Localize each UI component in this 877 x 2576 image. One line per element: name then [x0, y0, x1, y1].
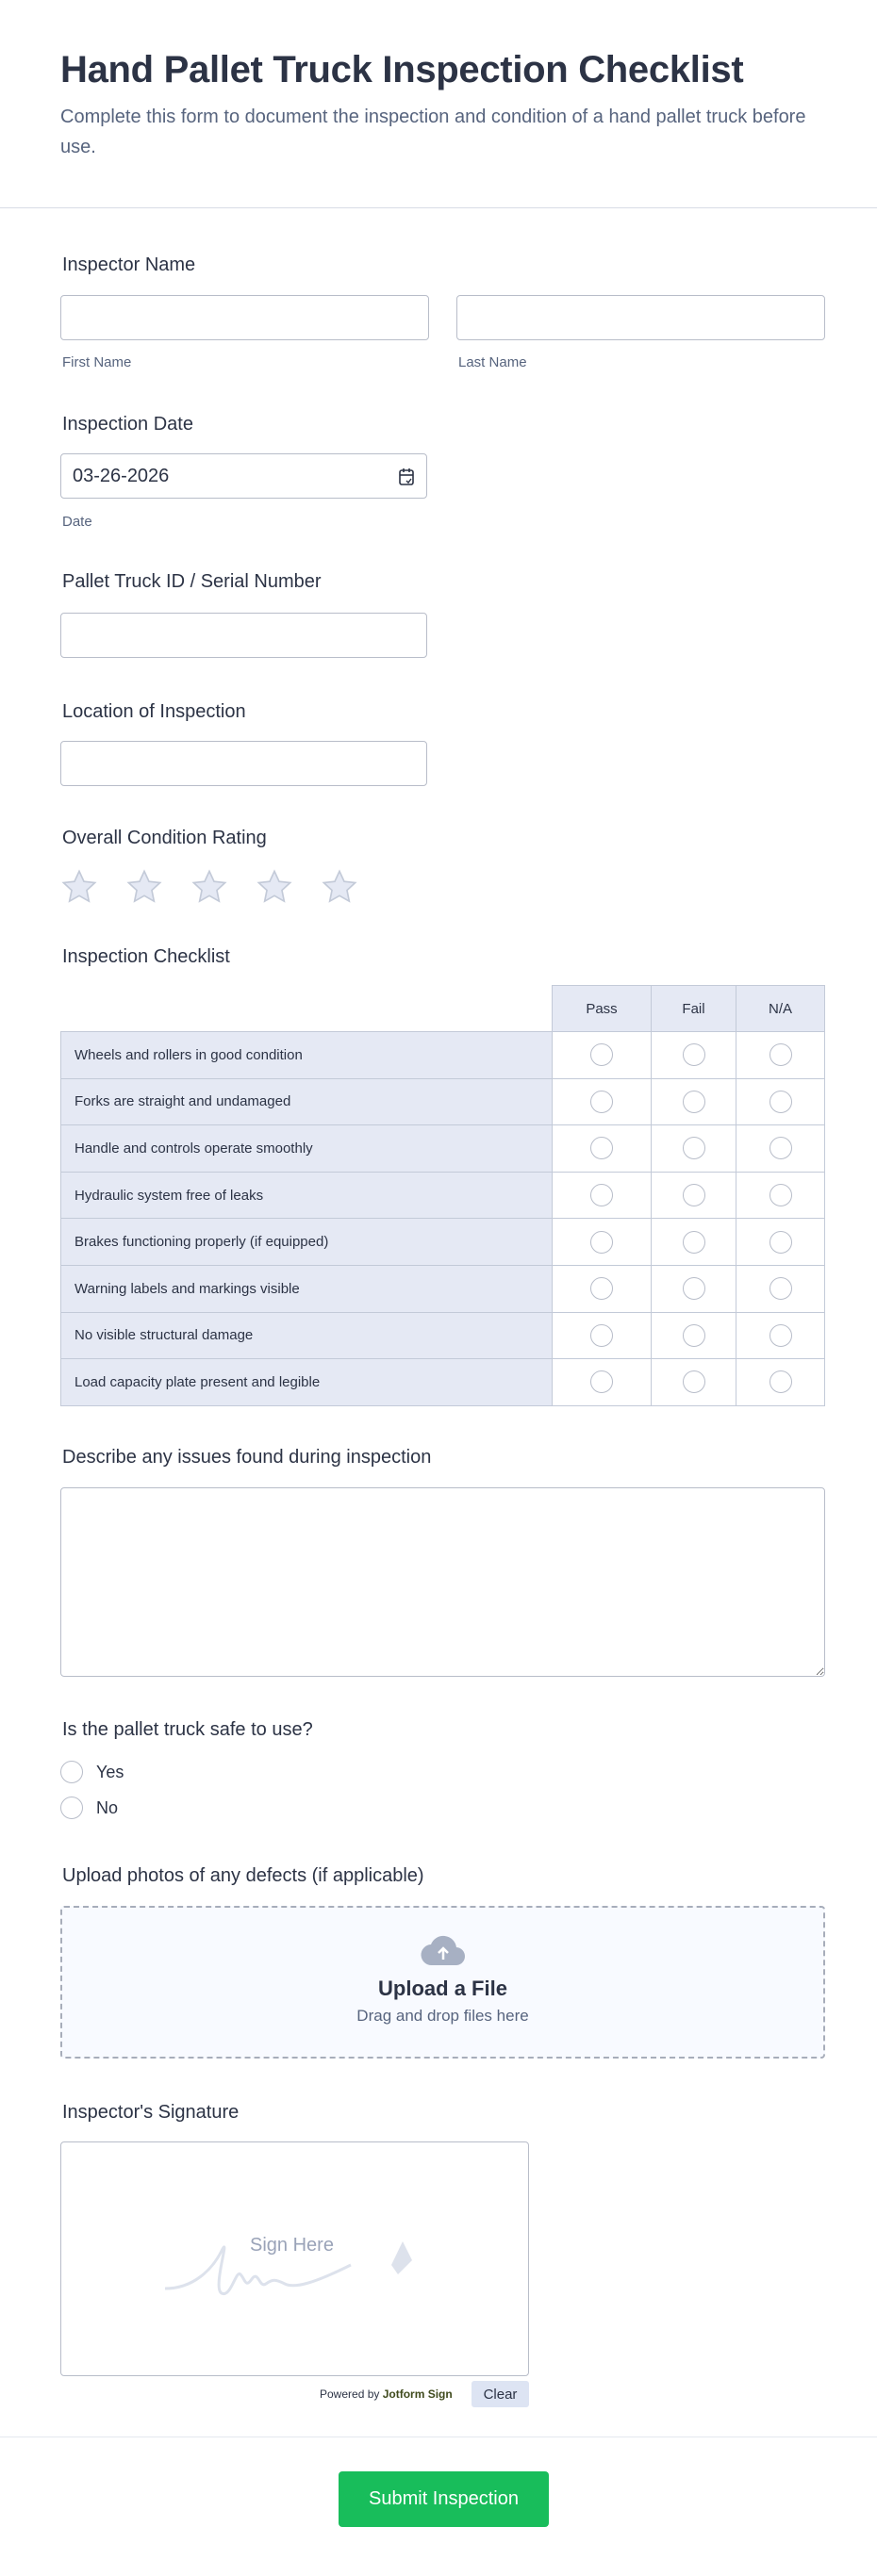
radio[interactable]: [590, 1231, 613, 1254]
checklist-row: [61, 1359, 825, 1406]
radio[interactable]: [60, 1797, 83, 1819]
row-label: Hydraulic system free of leaks: [61, 1172, 553, 1219]
clear-signature-button[interactable]: Clear: [472, 2381, 529, 2407]
radio[interactable]: [769, 1370, 792, 1393]
radio[interactable]: [683, 1324, 705, 1347]
cell-na: [736, 1172, 825, 1219]
checklist-table: [60, 985, 825, 1406]
row-label: Brakes functioning properly (if equipped): [61, 1219, 553, 1266]
cell-na: [736, 1078, 825, 1125]
header-divider: [0, 207, 877, 208]
file-upload-dropzone[interactable]: [60, 1906, 825, 2059]
submit-button[interactable]: Submit Inspection: [339, 2471, 549, 2527]
jotform-sign-brand: Jotform Sign: [382, 2387, 453, 2401]
option-label: No: [96, 1797, 119, 1817]
page-title: Hand Pallet Truck Inspection Checklist: [60, 49, 744, 90]
radio[interactable]: [769, 1277, 792, 1300]
location-input[interactable]: [60, 741, 427, 786]
checklist-row: [61, 1078, 825, 1125]
row-label: No visible structural damage: [61, 1312, 553, 1359]
radio[interactable]: [683, 1137, 705, 1159]
checklist-row: [61, 1172, 825, 1219]
row-label: Load capacity plate present and legible: [61, 1359, 553, 1406]
option-label: Yes: [96, 1762, 124, 1781]
cell-pass: [553, 1078, 652, 1125]
safe-option-no[interactable]: [60, 1797, 118, 1819]
last-name-sublabel: Last Name: [458, 354, 527, 370]
checklist-row: [61, 1219, 825, 1266]
star-icon[interactable]: [256, 868, 293, 906]
radio[interactable]: [769, 1231, 792, 1254]
radio[interactable]: [590, 1137, 613, 1159]
cell-na: [736, 1032, 825, 1079]
checklist-row: [61, 1032, 825, 1079]
cell-na: [736, 1265, 825, 1312]
radio[interactable]: [590, 1370, 613, 1393]
radio[interactable]: [590, 1184, 613, 1206]
checklist-row: [61, 1125, 825, 1173]
cell-na: [736, 1359, 825, 1406]
checklist-label: Inspection Checklist: [62, 946, 230, 967]
cell-pass: [553, 1172, 652, 1219]
cell-fail: [652, 1312, 736, 1359]
radio[interactable]: [769, 1091, 792, 1113]
cell-na: [736, 1219, 825, 1266]
row-label: Warning labels and markings visible: [61, 1265, 553, 1312]
truck-id-label: Pallet Truck ID / Serial Number: [62, 571, 322, 592]
upload-hint: Drag and drop files here: [356, 2007, 529, 2025]
cell-fail: [652, 1172, 736, 1219]
cell-na: [736, 1312, 825, 1359]
date-sublabel: Date: [62, 514, 92, 530]
cell-pass: [553, 1032, 652, 1079]
last-name-input[interactable]: [456, 295, 825, 340]
issues-label: Describe any issues found during inspection: [62, 1447, 432, 1468]
signature-pad[interactable]: [60, 2141, 529, 2376]
cell-fail: [652, 1265, 736, 1312]
radio[interactable]: [769, 1324, 792, 1347]
radio[interactable]: [683, 1043, 705, 1066]
checklist-row: [61, 1265, 825, 1312]
radio[interactable]: [683, 1231, 705, 1254]
cell-pass: [553, 1265, 652, 1312]
safe-option-yes[interactable]: [60, 1761, 124, 1783]
safe-label: Is the pallet truck safe to use?: [62, 1719, 313, 1740]
column-header: Pass: [553, 986, 652, 1032]
column-header: Fail: [652, 986, 736, 1032]
radio[interactable]: [683, 1091, 705, 1113]
radio[interactable]: [683, 1184, 705, 1206]
inspection-date-label: Inspection Date: [62, 414, 193, 435]
calendar-icon[interactable]: [398, 468, 415, 486]
upload-title: Upload a File: [378, 1977, 507, 2000]
cloud-upload-icon: [420, 1934, 467, 1966]
sign-here-placeholder: Sign Here: [250, 2235, 334, 2256]
cell-pass: [553, 1125, 652, 1173]
cell-pass: [553, 1219, 652, 1266]
empty-header: [61, 986, 553, 1032]
star-icon[interactable]: [190, 868, 228, 906]
radio[interactable]: [60, 1761, 83, 1783]
radio[interactable]: [590, 1043, 613, 1066]
radio[interactable]: [590, 1324, 613, 1347]
upload-label: Upload photos of any defects (if applicable): [62, 1865, 424, 1886]
cell-pass: [553, 1312, 652, 1359]
cell-pass: [553, 1359, 652, 1406]
column-header: N/A: [736, 986, 825, 1032]
row-label: Forks are straight and undamaged: [61, 1078, 553, 1125]
inspection-date-input[interactable]: [60, 453, 427, 499]
star-icon[interactable]: [321, 868, 358, 906]
star-icon[interactable]: [60, 868, 98, 906]
issues-textarea[interactable]: [60, 1487, 825, 1677]
star-icon[interactable]: [125, 868, 163, 906]
first-name-input[interactable]: [60, 295, 429, 340]
cell-fail: [652, 1078, 736, 1125]
truck-id-input[interactable]: [60, 613, 427, 658]
cell-fail: [652, 1125, 736, 1173]
powered-by: [320, 2387, 453, 2401]
inspector-name-label: Inspector Name: [62, 254, 196, 275]
radio[interactable]: [769, 1184, 792, 1206]
first-name-sublabel: First Name: [62, 354, 132, 370]
signature-scribble-icon: [160, 2237, 443, 2303]
radio[interactable]: [769, 1043, 792, 1066]
radio[interactable]: [590, 1091, 613, 1113]
radio[interactable]: [769, 1137, 792, 1159]
cell-fail: [652, 1219, 736, 1266]
checklist-row: [61, 1312, 825, 1359]
signature-label: Inspector's Signature: [62, 2102, 240, 2123]
location-label: Location of Inspection: [62, 701, 246, 722]
row-label: Wheels and rollers in good condition: [61, 1032, 553, 1079]
rating-label: Overall Condition Rating: [62, 828, 267, 848]
radio[interactable]: [683, 1370, 705, 1393]
cell-fail: [652, 1359, 736, 1406]
row-label: Handle and controls operate smoothly: [61, 1125, 553, 1173]
date-value: 03-26-2026: [73, 466, 170, 486]
powered-by-text: Powered by: [320, 2387, 380, 2401]
cell-fail: [652, 1032, 736, 1079]
star-rating: [60, 868, 358, 906]
page-subtitle: Complete this form to document the inspection and condition of a hand pallet truck before use.: [60, 107, 806, 157]
cell-na: [736, 1125, 825, 1173]
radio[interactable]: [683, 1277, 705, 1300]
radio[interactable]: [590, 1277, 613, 1300]
